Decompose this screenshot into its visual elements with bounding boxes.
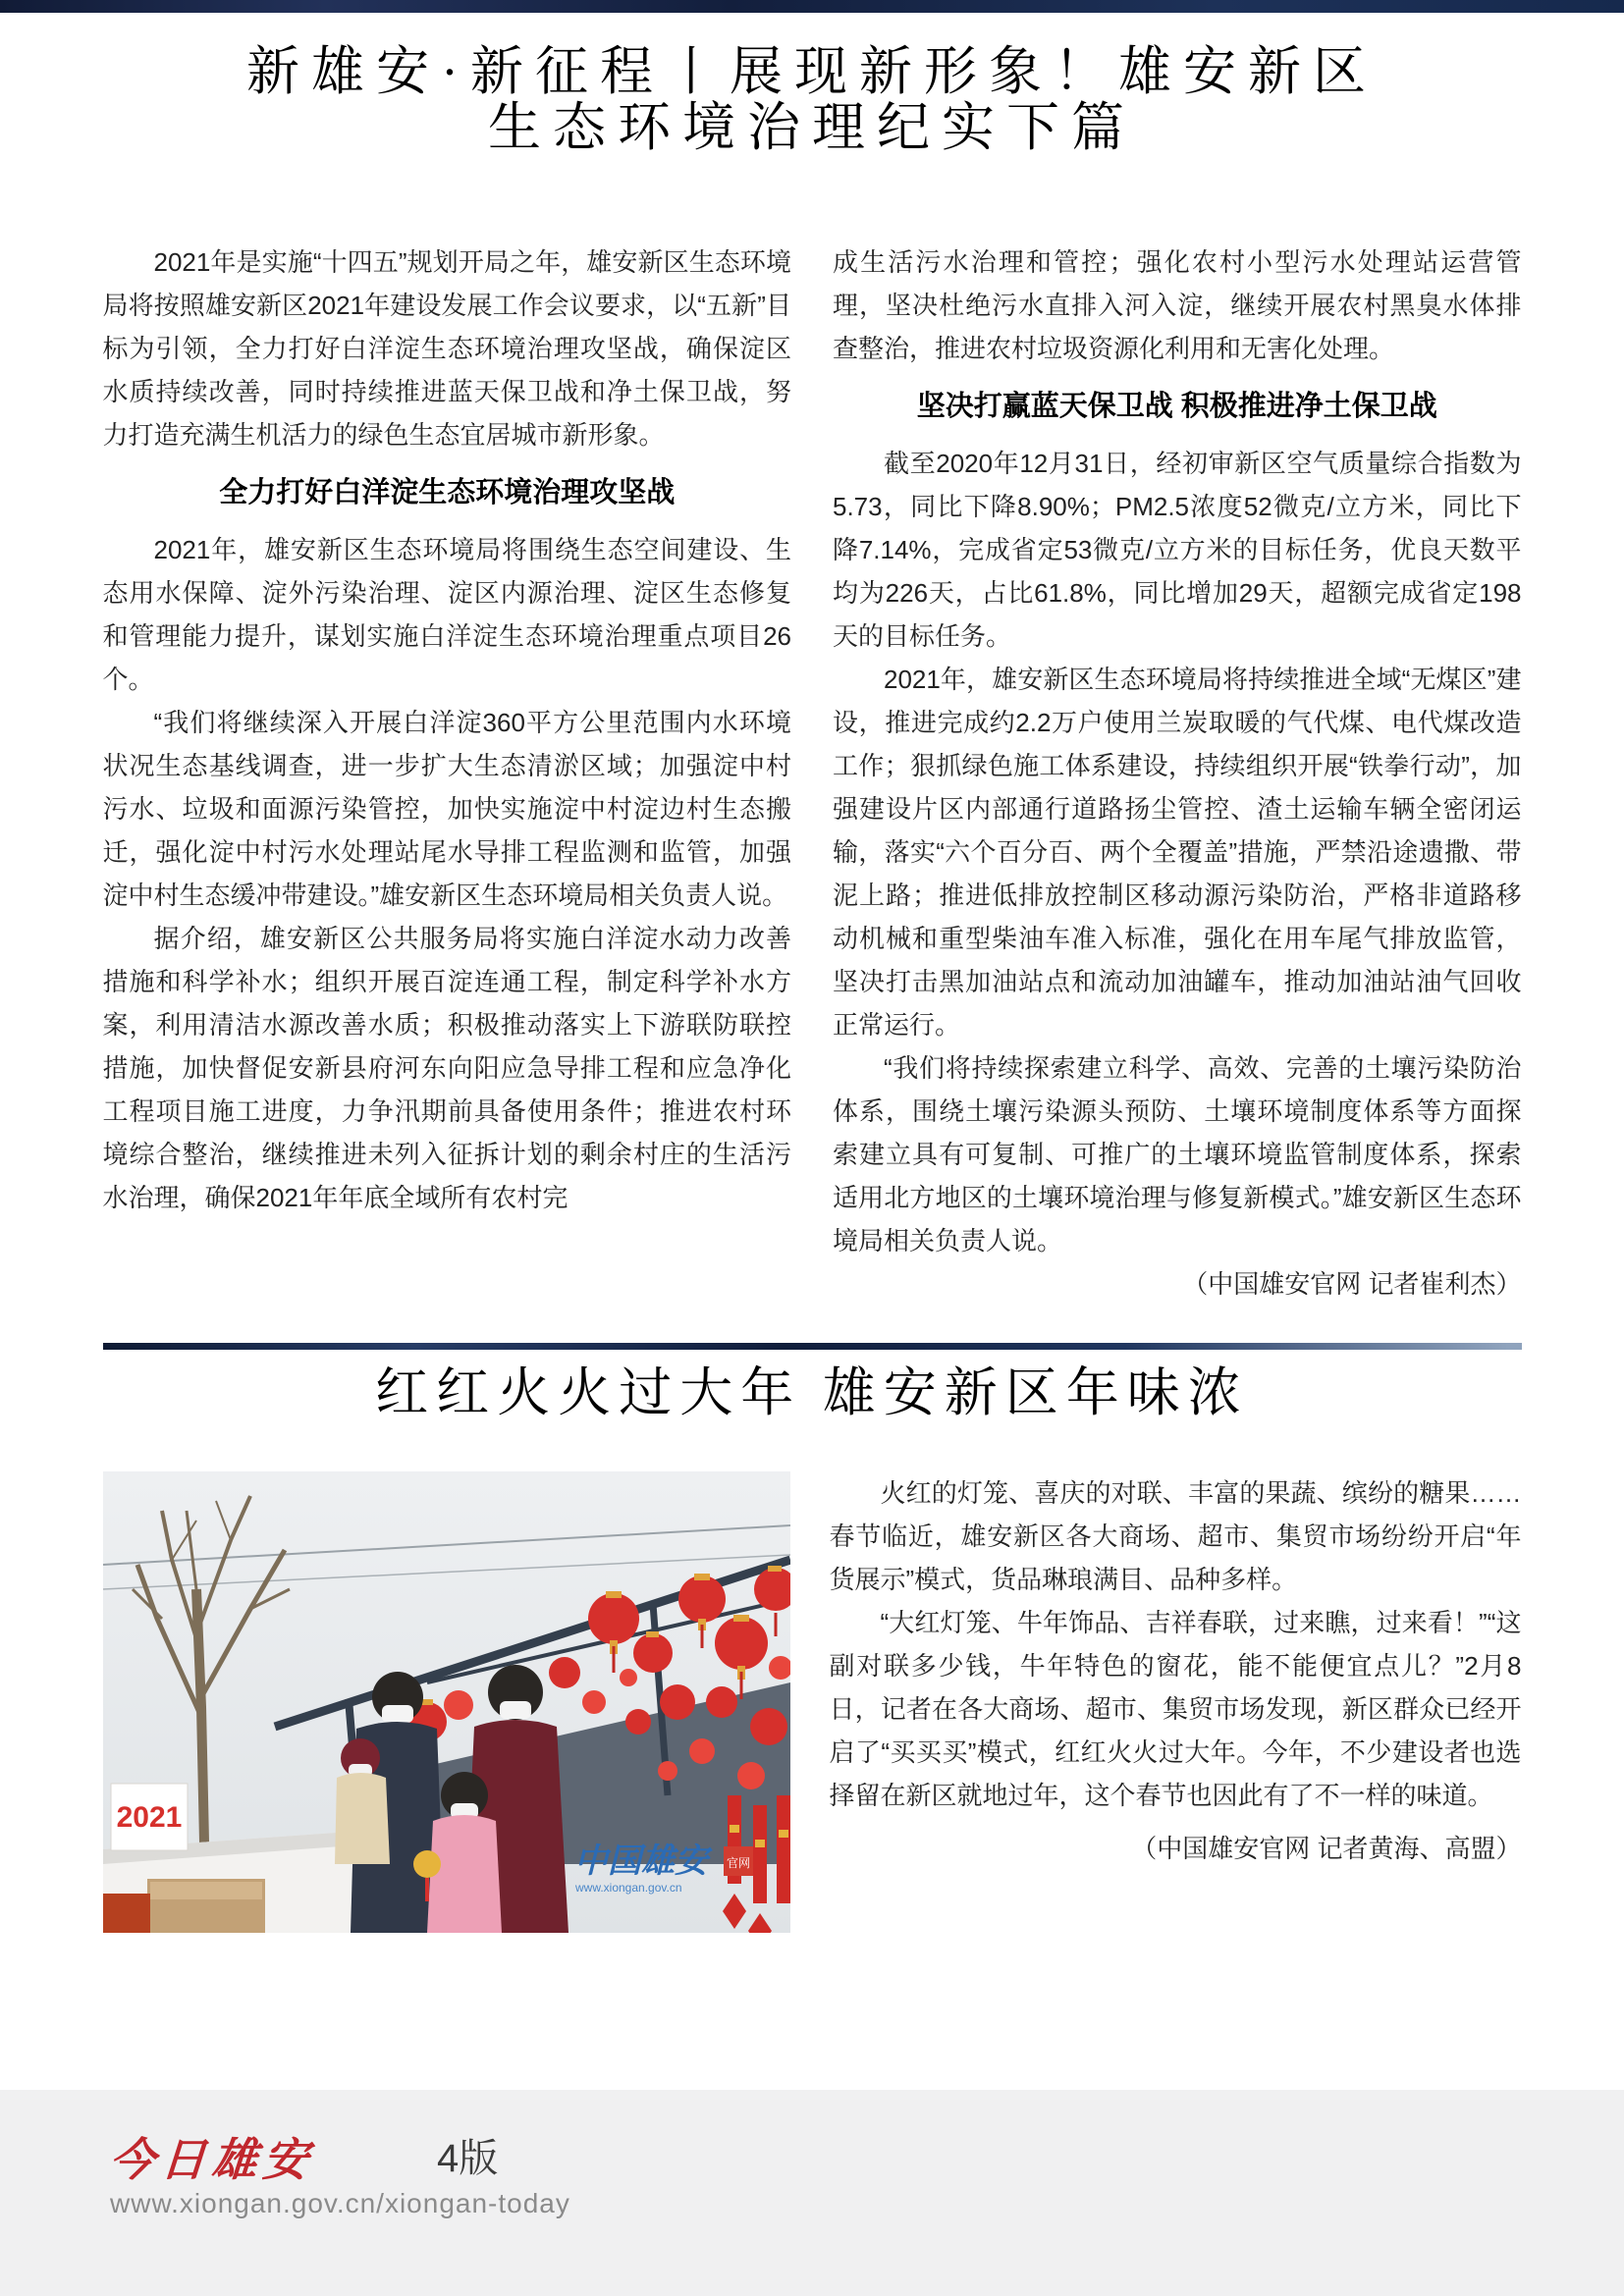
photo-calendar-2021 [111,1784,188,1850]
article1-header [103,44,1522,156]
article2-byline: （中国雄安官网 记者黄海、高盟） [1131,1834,1522,1863]
watermark-name: 中国雄安 [573,1843,708,1880]
watermark-seal-text: 官网 [726,1856,750,1870]
article1-right-column [833,240,1522,1306]
article2-title: 红红火火过大年 雄安新区年味浓 [375,1363,1249,1422]
article1-title-line2: 生态环境治理纪实下篇 [488,98,1136,157]
paragraph: 火红的灯笼、喜庆的对联、丰富的果蔬、缤纷的糖果……春节临近，雄安新区各大商场、超市、集贸市场纷纷开启“年货展示”模式，货品琳琅满目、品种多样。 [829,1478,1522,1594]
top-navy-bar [0,0,1624,13]
news-photo-svg [103,1471,790,1933]
paragraph: 2021年是实施“十四五”规划开局之年，雄安新区生态环境局将按照雄安新区2021年建设发展工作会议要求，以“五新”目标为引领，全力打好白洋淀生态环境治理攻坚战，确保淀区水质持续改善，同时持续推进蓝天保卫战和净土保卫战，努力打造充满生机活力的绿色生态宜居城市新形象。 [102,247,791,450]
calendar-text: 2021 [116,1801,182,1834]
masthead-logo: 今日雄安 [107,2135,316,2185]
page-footer [0,2090,1624,2296]
paragraph: 据介绍，雄安新区公共服务局将实施白洋淀水动力改善措施和科学补水；组织开展百淀连通工程，制定科学补水方案，利用清洁水源改善水质；积极推动落实上下游联防联控措施，加快督促安新县府河东向阳应急导排工程和应急净化工程项目施工进度，力争汛期前具备使用条件；推进农村环境综合整治，继续推进未列入征拆计划的剩余村庄的生活污水治理，确保2021年年底全域所有农村完 [102,924,791,1212]
paragraph: 2021年，雄安新区生态环境局将持续推进全域“无煤区”建设，推进完成约2.2万户使用兰炭取暖的气代煤、电代煤改造工作；狠抓绿色施工体系建设，持续组织开展“铁拳行动”，加强建设片区内部通行道路扬尘管控、渣土运输车辆全密闭运输，落实“六个百分百、两个全覆盖”措施，严禁沿途遗撒、带泥上路；推进低排放控制区移动源污染防治，严格非道路移动机械和重型柴油车准入标准，强化在用车尾气排放监管，坚决打击黑加油站点和流动加油罐车，推动加油站油气回收正常运行。 [833,665,1522,1040]
paragraph: “我们将持续探索建立科学、高效、完善的土壤污染防治体系，围绕土壤污染源头预防、土壤环境制度体系等方面探索建立具有可复制、可推广的土壤环境监管制度体系，探索适用北方地区的土壤环境治理与修复新模式。”雄安新区生态环境局相关负责人说。 [833,1053,1522,1255]
article1-subhead-2: 坚决打赢蓝天保卫战 积极推进净土保卫战 [916,391,1437,422]
article1-title-line1: 新雄安·新征程丨展现新形象！雄安新区 [246,42,1378,101]
watermark-url: www.xiongan.gov.cn [574,1881,682,1895]
article1-body [103,240,1522,1306]
paragraph: 截至2020年12月31日，经初审新区空气质量综合指数为5.73，同比下降8.90%；PM2.5浓度52微克/立方米，同比下降7.14%，完成省定53微克/立方米的目标任务，优良天数平均为226天，占比61.8%，同比增加29天，超额完成省定198天的目标任务。 [833,449,1522,651]
paragraph: 2021年，雄安新区生态环境局将围绕生态空间建设、生态用水保障、淀外污染治理、淀区内源治理、淀区生态修复和管理能力提升，谋划实施白洋淀生态环境治理重点项目26个。 [102,535,791,694]
paragraph: 成生活污水治理和管控；强化农村小型污水处理站运营管理，坚决杜绝污水直排入河入淀，继续开展农村黑臭水体排查整治，推进农村垃圾资源化利用和无害化处理。 [833,247,1522,363]
article1-left-column [103,240,792,1306]
article1-byline: （中国雄安官网 记者崔利杰） [1182,1269,1522,1299]
article2-body [103,1471,1522,1933]
footer-url: www.xiongan.gov.cn/xiongan-today [110,2188,570,2218]
paragraph: “我们将继续深入开展白洋淀360平方公里范围内水环境状况生态基线调查，进一步扩大生态清淤区域；加强淀中村污水、垃圾和面源污染管控，加快实施淀中村淀边村生态搬迁，强化淀中村污水处理站尾水导排工程监测和监管，加强淀中村生态缓冲带建设。”雄安新区生态环境局相关负责人说。 [102,708,791,910]
paragraph: “大红灯笼、牛年饰品、吉祥春联，过来瞧，过来看！”“这副对联多少钱，牛年特色的窗花，能不能便宜点儿？”2月8日，记者在各大商场、超市、集贸市场发现，新区群众已经开启了“买买买”模式，红红火火过大年。今年，不少建设者也选择留在新区就地过年，这个春节也因此有了不一样的味道。 [829,1608,1522,1810]
article2-header [103,1363,1522,1422]
news-photo [103,1471,790,1933]
page-number: 4版 [437,2137,499,2180]
article1-subhead-1: 全力打好白洋淀生态环境治理攻坚战 [219,477,676,508]
article2-text-column [830,1471,1522,1870]
section-divider-bar [103,1343,1522,1350]
